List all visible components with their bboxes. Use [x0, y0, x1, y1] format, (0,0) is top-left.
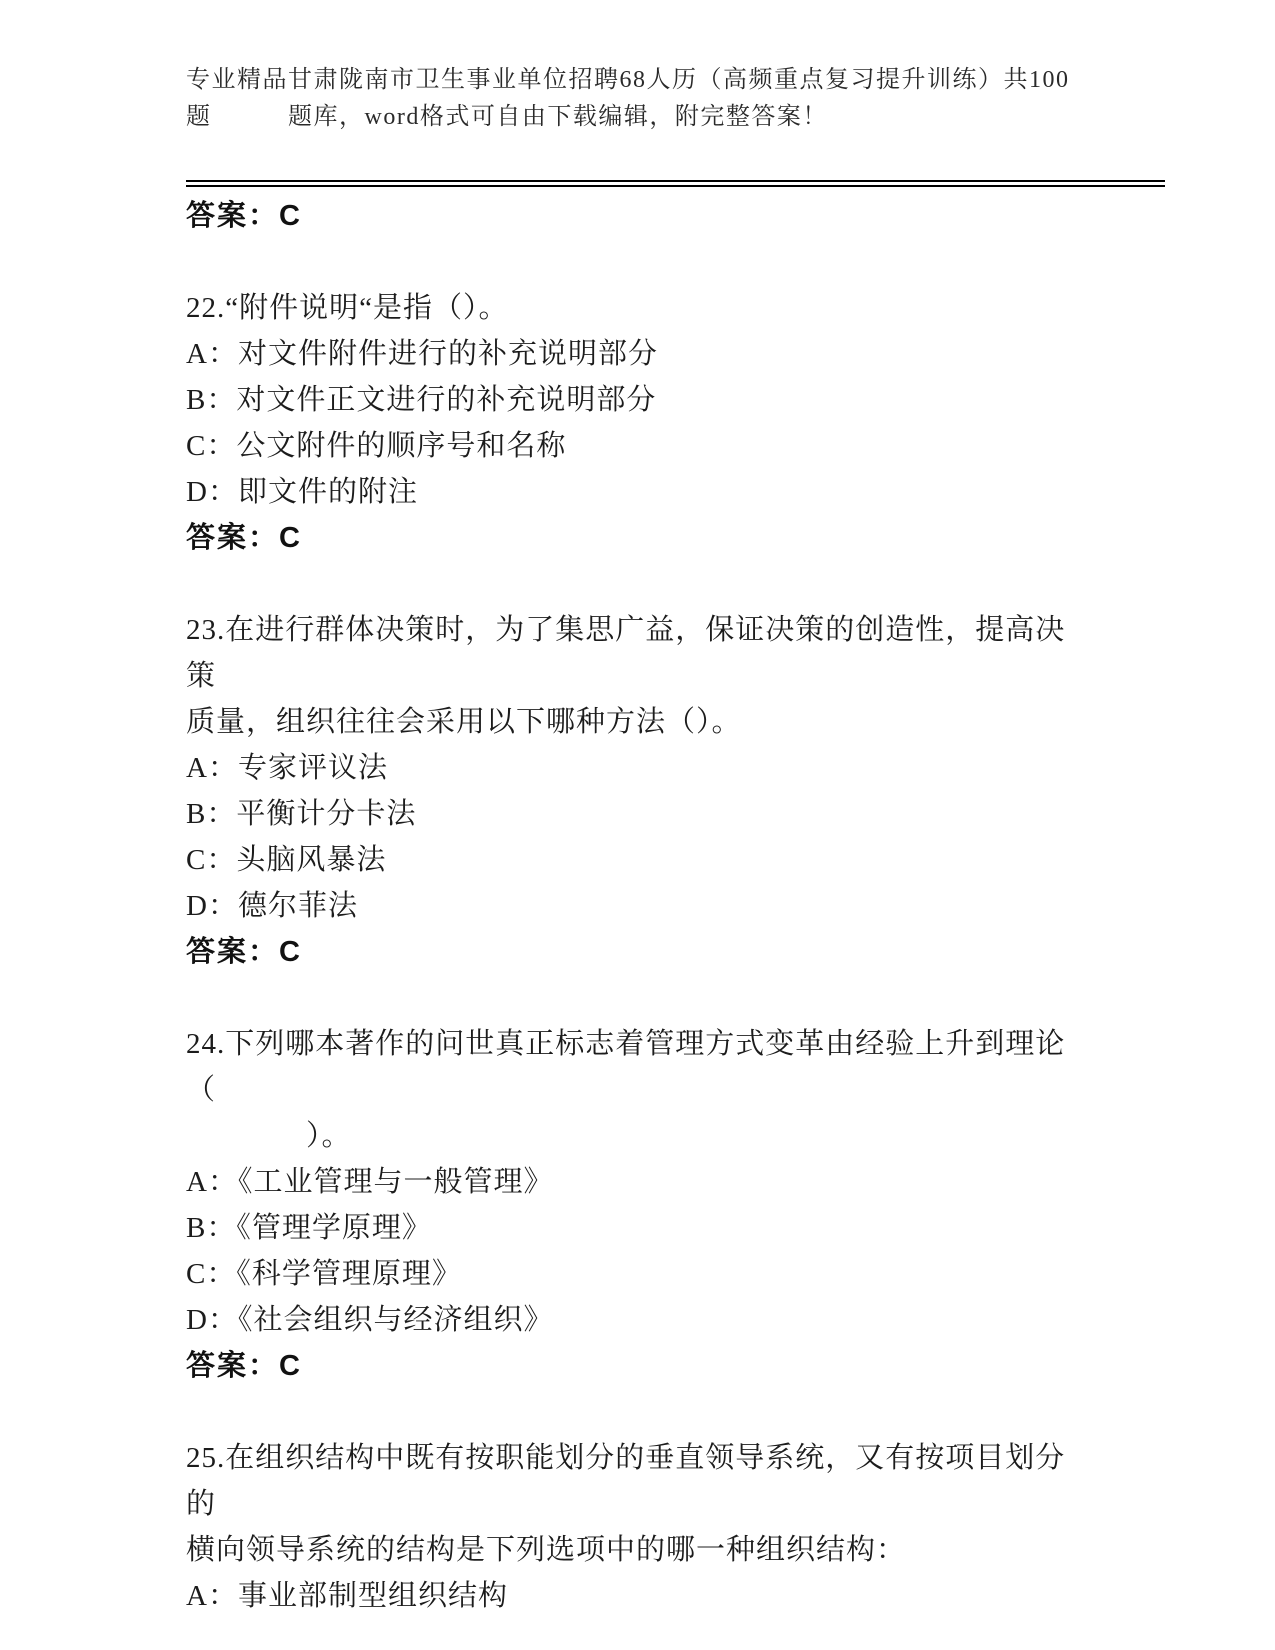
- document-header: [186, 62, 1165, 187]
- answer-line: 答案：C: [186, 522, 302, 554]
- option-line: A：专家评议法: [186, 752, 388, 784]
- option-line: C：头脑风暴法: [186, 844, 387, 876]
- header-title-line-2: 题 题库，word格式可自由下载编辑，附完整答案！: [186, 104, 828, 130]
- question-block: [186, 607, 1095, 975]
- document-body: [186, 187, 1165, 1619]
- option-line: A：对文件附件进行的补充说明部分: [186, 338, 658, 370]
- option-line: A：《工业管理与一般管理》: [186, 1166, 554, 1198]
- option-line: B：《管理学原理》: [186, 1212, 432, 1244]
- option-line: B：对文件正文进行的补充说明部分: [186, 384, 657, 416]
- question-text-line: 23.在进行群体决策时，为了集思广益，保证决策的创造性，提高决策: [186, 614, 1066, 692]
- answer-line: 答案：C: [186, 936, 302, 968]
- question-text-line: 22.“附件说明“是指（）。: [186, 292, 509, 324]
- header-title-line-1: 专业精品甘肃陇南市卫生事业单位招聘68人历（高频重点复习提升训练）共100: [186, 67, 1070, 93]
- option-line: C：《科学管理原理》: [186, 1258, 462, 1290]
- question-block: [186, 1021, 1095, 1389]
- option-line: A：事业部制型组织结构: [186, 1580, 508, 1612]
- question-text-line: ）。: [186, 1120, 352, 1152]
- option-line: D：即文件的附注: [186, 476, 418, 508]
- questions-container: [186, 285, 1095, 1619]
- option-line: D：《社会组织与经济组织》: [186, 1304, 554, 1336]
- question-text-line: 24.下列哪本著作的问世真正标志着管理方式变革由经验上升到理论（: [186, 1028, 1066, 1106]
- option-line: C：公文附件的顺序号和名称: [186, 430, 567, 462]
- question-text-line: 质量，组织往往会采用以下哪种方法（）。: [186, 706, 742, 738]
- option-line: B：平衡计分卡法: [186, 798, 417, 830]
- question-text-line: 25.在组织结构中既有按职能划分的垂直领导系统，又有按项目划分的: [186, 1442, 1066, 1520]
- question-text-line: 横向领导系统的结构是下列选项中的哪一种组织结构：: [186, 1534, 907, 1566]
- question-block: [186, 1435, 1095, 1619]
- answer-line: 答案：C: [186, 1350, 302, 1382]
- option-line: D：德尔菲法: [186, 890, 358, 922]
- question-block: [186, 285, 1095, 561]
- answer-line: 答案：C: [186, 200, 302, 232]
